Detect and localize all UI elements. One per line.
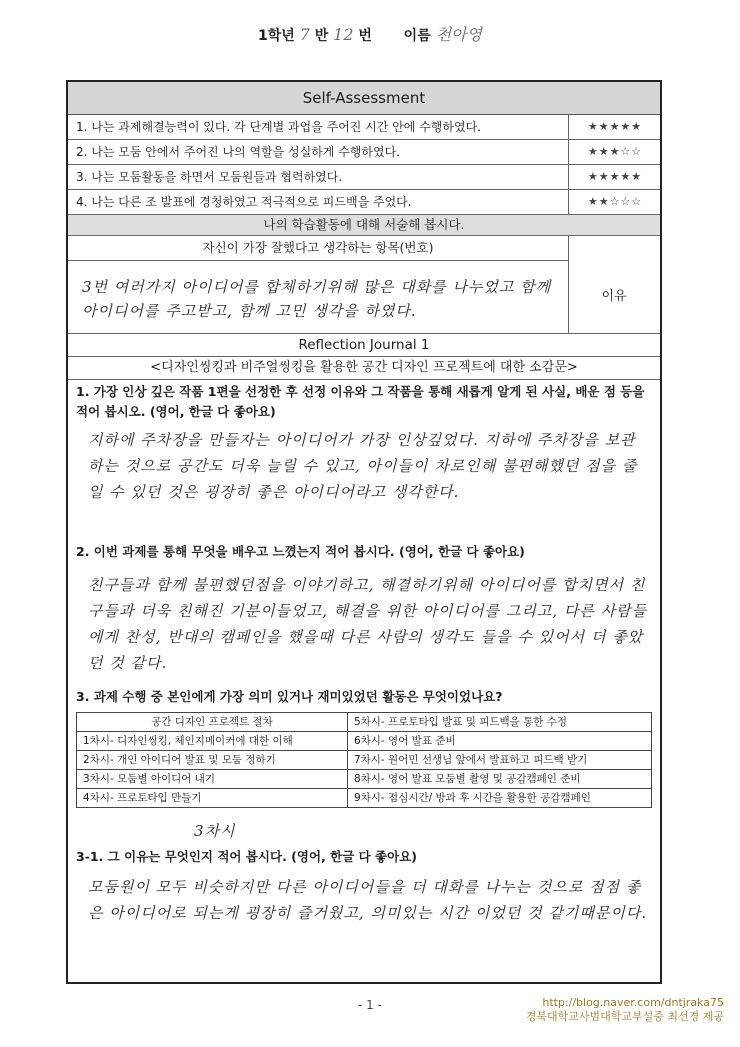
table-cell: 7차시- 원어민 선생님 앞에서 발표하고 피드백 받기 bbox=[347, 751, 651, 770]
self-assessment-title: Self-Assessment bbox=[68, 82, 660, 115]
table-row bbox=[77, 732, 652, 751]
credit-block bbox=[526, 996, 724, 1024]
worksheet-frame bbox=[66, 80, 662, 984]
table-cell: 9차시- 점심시간/ 방과 후 시간을 활용한 공감캠페인 bbox=[347, 789, 651, 808]
student-info-header bbox=[0, 22, 740, 45]
star-rating: ★★★☆☆ bbox=[568, 140, 661, 164]
star-rating: ★★☆☆☆ bbox=[568, 190, 661, 214]
question-3-1: 3-1. 그 이유는 무엇인지 적어 봅시다. (영어, 한글 다 좋아요) bbox=[76, 849, 417, 864]
table-cell: 4차시- 프로토타입 만들기 bbox=[77, 789, 348, 808]
table-row bbox=[77, 751, 652, 770]
best-item-header: 자신이 가장 잘했다고 생각하는 항목(번호) bbox=[68, 236, 569, 261]
class-number-handwritten: 7 bbox=[299, 25, 310, 44]
assessment-row bbox=[68, 140, 660, 165]
credit-url: http://blog.naver.com/dntjraka75 bbox=[542, 996, 724, 1009]
answer-3: 3차시 bbox=[194, 822, 236, 840]
assessment-text: 3. 나는 모둠활동을 하면서 모둠원들과 협력하였다. bbox=[76, 170, 343, 184]
best-item-answer-cell bbox=[68, 261, 569, 334]
answer-2: 친구들과 함께 불편했던점을 이야기하고, 해결하기위해 아이디어를 합치면서 친구들과 더욱 친해진 기분이들었고, 해결을 위한 아이디어를 그리고, 다른 사람들에게 찬성, 반대의 캠페인을 했을때 다른 사람의 생각도 들을 수 있어서 더 좋았던 것 같다. bbox=[88, 576, 648, 672]
table-row bbox=[77, 789, 652, 808]
reflection-title: Reflection Journal 1 bbox=[68, 334, 660, 357]
steps-header: 공간 디자인 프로젝트 절차 bbox=[77, 713, 348, 732]
answer-3-1: 모둠원이 모두 비슷하지만 다른 아이디어들을 더 대화를 나누는 것으로 점점 좋은 아이디어로 되는게 굉장히 즐거웠고, 의미있는 시간 이었던 것 같기때문이다. bbox=[88, 878, 648, 922]
assessment-text: 1. 나는 과제해결능력이 있다. 각 단계별 과업을 주어진 시간 안에 수행하였다. bbox=[76, 120, 481, 134]
table-cell: 3차시- 모둠별 아이디어 내기 bbox=[77, 770, 348, 789]
assessment-row bbox=[68, 190, 660, 215]
assessment-row bbox=[68, 115, 660, 140]
credit-text: 경북대학교사범대학교부설중 최선경 제공 bbox=[525, 1010, 724, 1023]
star-rating: ★★★★★ bbox=[568, 115, 661, 139]
question-1: 1. 가장 인상 깊은 작품 1편을 선정한 후 선정 이유와 그 작품을 통해 새롭게 알게 된 사실, 배운 점 등을 적어 봅시오. (영어, 한글 다 좋아요) bbox=[76, 384, 645, 419]
table-cell: 8차시- 영어 발표 모둠별 촬영 및 공감캠페인 준비 bbox=[347, 770, 651, 789]
question-3: 3. 과제 수행 중 본인에게 가장 의미 있거나 재미있었던 활동은 무엇이었나요? bbox=[76, 689, 503, 704]
table-cell: 5차시- 프로토타입 발표 및 피드백을 통한 수정 bbox=[347, 713, 651, 732]
reflection-subtitle: <디자인씽킹과 비주얼씽킹을 활용한 공간 디자인 프로젝트에 대한 소감문> bbox=[68, 357, 660, 380]
question-2: 2. 이번 과제를 통해 무엇을 배우고 느꼈는지 적어 봅시다. (영어, 한글 다 좋아요) bbox=[76, 544, 525, 559]
answer-1: 지하에 주차장을 만들자는 아이디어가 가장 인상깊었다. 지하에 주차장을 보관하는 것으로 공간도 더욱 늘릴 수 있고, 아이들이 차로인해 불편해했던 점을 줄일 수 있던 것은 굉장히 좋은 아이디어라고 생각한다. bbox=[88, 431, 638, 501]
name-label: 이름 bbox=[403, 28, 431, 44]
page-number: - 1 - bbox=[358, 998, 382, 1012]
table-cell: 1차시- 디자인씽킹, 체인지메이커에 대한 이해 bbox=[77, 732, 348, 751]
number-label: 번 bbox=[358, 28, 372, 44]
assessment-text: 4. 나는 다른 조 발표에 경청하였고 적극적으로 피드백을 주었다. bbox=[76, 195, 412, 209]
class-label: 반 bbox=[314, 28, 329, 44]
table-row bbox=[77, 713, 652, 732]
reason-label: 이유 bbox=[568, 261, 660, 334]
project-steps-table bbox=[76, 712, 652, 808]
student-number-handwritten: 12 bbox=[333, 25, 354, 44]
table-cell: 2차시- 개인 아이디어 발표 및 모둠 정하기 bbox=[77, 751, 348, 770]
student-name-handwritten: 천아영 bbox=[435, 25, 482, 44]
assessment-row bbox=[68, 165, 660, 190]
describe-header: 나의 학습활동에 대해 서술해 봅시다. bbox=[68, 215, 660, 236]
table-cell: 6차시- 영어 발표 준비 bbox=[347, 732, 651, 751]
best-item-answer: 3번 여러가지 아이디어를 합체하기위해 많은 대화를 나누었고 함께 아이디어를 주고받고, 함께 고민 생각을 하였다. bbox=[82, 278, 552, 320]
table-row bbox=[77, 770, 652, 789]
star-rating: ★★★★★ bbox=[568, 165, 661, 189]
assessment-text: 2. 나는 모둠 안에서 주어진 나의 역할을 성실하게 수행하였다. bbox=[76, 145, 400, 159]
grade-label: 1학년 bbox=[258, 28, 295, 44]
